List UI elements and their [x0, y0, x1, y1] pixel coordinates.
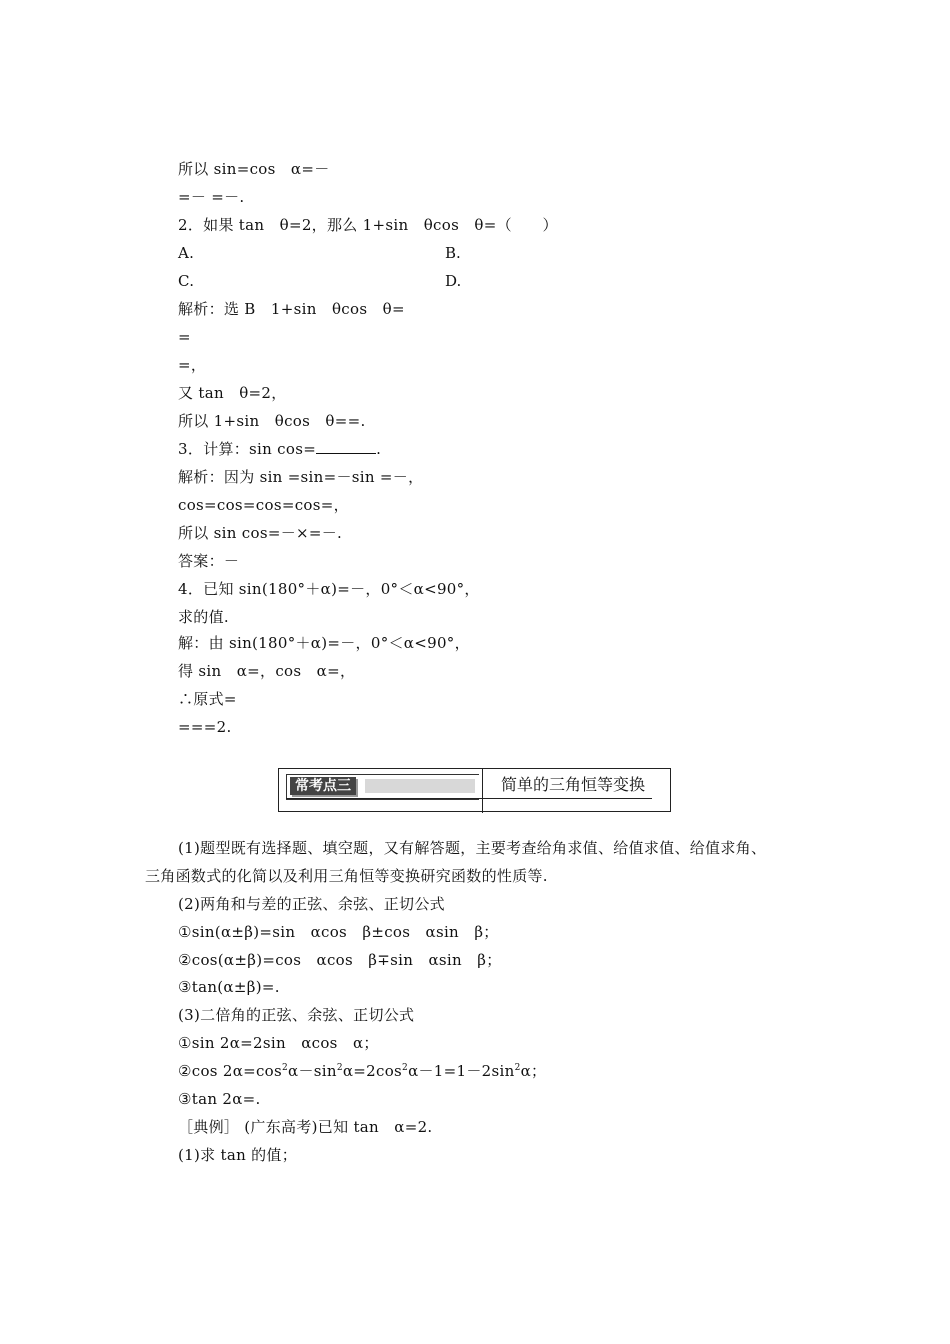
text-line: = [178, 328, 191, 346]
superscript: 2 [336, 1063, 343, 1073]
formula-part: α=2cos [342, 1062, 403, 1080]
text-line: ===2. [178, 718, 232, 736]
text-line: =， [178, 356, 207, 374]
question-4: 4．已知 sin(180°＋α)=－，0°＜α<90°， [178, 580, 480, 598]
superscript: 2 [282, 1063, 289, 1073]
section-title: 简单的三角恒等变换 [501, 775, 646, 794]
formula-sin-sum: ①sin(α±β)=sin αcos β±cos αsin β； [178, 923, 499, 941]
text-line: =－ =－. [178, 188, 245, 206]
paragraph-3: (3)二倍角的正弦、余弦、正切公式 [178, 1006, 415, 1024]
formula-part: α； [520, 1062, 547, 1080]
option-b: B. [445, 244, 461, 262]
badge-shade [365, 779, 475, 793]
section-badge-frame [286, 774, 479, 800]
answer-line: 答案：－ [178, 552, 240, 570]
formula-tan-double: ③tan 2α=. [178, 1090, 261, 1108]
formula-cos-sum: ②cos(α±β)=cos αcos β∓sin αsin β； [178, 951, 502, 969]
text-line: ∴原式= [178, 690, 237, 708]
formula-tan-sum: ③tan(α±β)=. [178, 978, 280, 996]
paragraph-1: (1)题型既有选择题、填空题，又有解答题，主要考查给角求值、给值求值、给值求角、 [178, 839, 767, 857]
question-3-text: 3．计算：sin cos= [178, 440, 317, 458]
text-line: 求的值. [178, 608, 229, 626]
text-line: cos=cos=cos=cos=， [178, 496, 349, 514]
text-line: 解析：因为 sin =sin=－sin =－， [178, 468, 424, 486]
section-badge: 常考点三 [290, 777, 356, 795]
formula-part: ②cos 2α=cos [178, 1062, 283, 1080]
answer-blank [316, 439, 376, 454]
question-2: 2．如果 tan θ=2，那么 1+sin θcos θ=（ ） [178, 216, 558, 234]
formula-part: α－sin [288, 1062, 337, 1080]
option-d: D. [445, 272, 462, 290]
text-line: 得 sin α=，cos α=， [178, 662, 356, 680]
paragraph-2: (2)两角和与差的正弦、余弦、正切公式 [178, 895, 445, 913]
text-line: 所以 1+sin θcos θ==. [178, 412, 366, 430]
example-heading: ［典例］ (广东高考)已知 tan α=2. [178, 1118, 433, 1136]
paragraph-1-cont: 三角函数式的化简以及利用三角恒等变换研究函数的性质等. [145, 867, 548, 885]
formula-part: α－1=1－2sin [408, 1062, 515, 1080]
text-line: 所以 sin cos=－×=－. [178, 524, 343, 542]
section-divider [482, 769, 483, 813]
text-line: 又 tan θ=2， [178, 384, 287, 402]
section-header [278, 768, 671, 812]
formula-sin-double: ①sin 2α=2sin αcos α； [178, 1034, 379, 1052]
question-3-end: . [376, 440, 382, 458]
text-line: 解：由 sin(180°＋α)=－，0°＜α<90°， [178, 634, 470, 652]
section-underline [286, 798, 652, 799]
option-c: C. [178, 272, 195, 290]
text-line: 解析：选 B 1+sin θcos θ= [178, 300, 405, 318]
formula-cos-double [178, 1061, 546, 1081]
example-part-1: (1)求 tan 的值； [178, 1146, 298, 1164]
superscript: 2 [514, 1063, 521, 1073]
superscript: 2 [402, 1063, 409, 1073]
option-a: A. [178, 244, 195, 262]
text-line: 所以 sin=cos α=－ [178, 160, 330, 178]
question-3 [178, 439, 381, 459]
